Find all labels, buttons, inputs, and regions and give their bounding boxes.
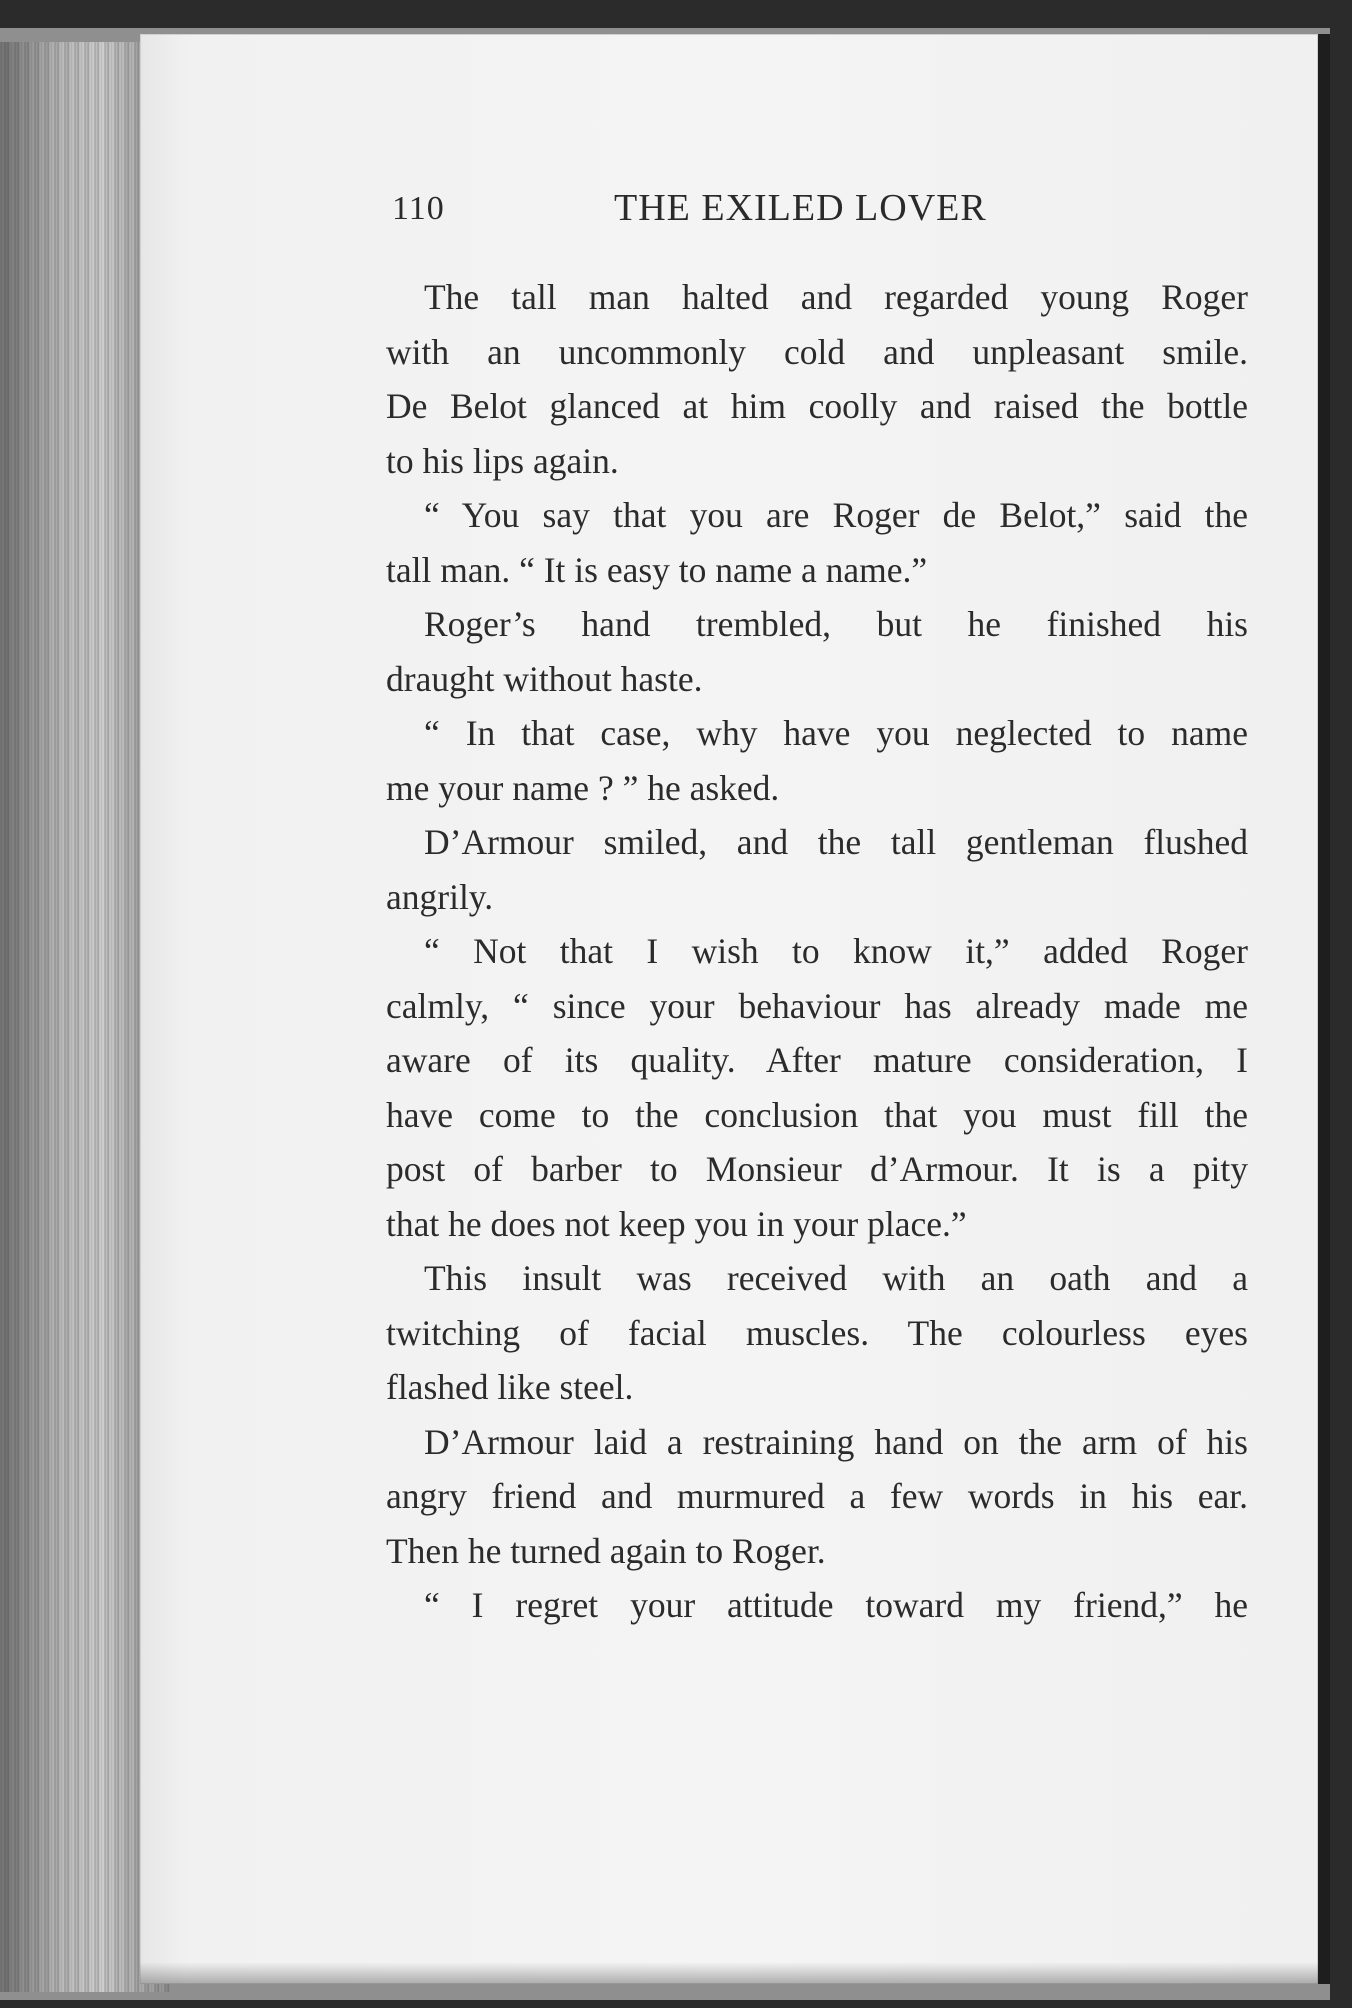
text-line: “ I regret your attitude toward my friend,” he: [424, 1585, 1248, 1625]
text-line: calmly, “ since your behaviour has already made me: [386, 985, 1248, 1026]
running-title: THE EXILED LOVER: [614, 187, 987, 229]
text-line: De Belot glanced at him coolly and raised the bottle: [386, 386, 1248, 426]
text-line: “ You say that you are Roger de Belot,” said the: [424, 495, 1248, 535]
text-line: D’Armour smiled, and the tall gentleman flushed: [424, 822, 1248, 862]
text-line: draught without haste.: [386, 658, 703, 699]
text-line: “ In that case, why have you neglected to name: [424, 713, 1248, 753]
text-line: Then he turned again to Roger.: [386, 1530, 826, 1571]
text-line: to his lips again.: [386, 440, 619, 481]
page-number: 110: [392, 190, 445, 227]
text-line: with an uncommonly cold and unpleasant smile.: [386, 331, 1248, 372]
text-line: me your name ? ” he asked.: [386, 767, 780, 808]
text-line: angry friend and murmured a few words in his ear.: [386, 1476, 1248, 1516]
text-line: D’Armour laid a restraining hand on the arm of his: [424, 1421, 1248, 1462]
text-line: Roger’s hand trembled, but he finished his: [424, 604, 1248, 644]
page-right-border: [1318, 34, 1330, 1984]
text-line: flashed like steel.: [386, 1367, 634, 1407]
text-line: angrily.: [386, 876, 494, 917]
text-line: aware of its quality. After mature consideration, I: [386, 1040, 1248, 1080]
page-header: [392, 186, 1242, 246]
text-line: twitching of facial muscles. The colourless eyes: [386, 1312, 1248, 1353]
page-bottom-shadow: [140, 1962, 1318, 1984]
text-line: The tall man halted and regarded young Roger: [424, 277, 1248, 317]
text-line: “ Not that I wish to know it,” added Roger: [424, 931, 1248, 971]
text-line: This insult was received with an oath and a: [424, 1258, 1248, 1298]
text-line: tall man. “ It is easy to name a name.”: [386, 549, 928, 590]
page-body-text: [386, 270, 1248, 1633]
text-line: that he does not keep you in your place.”: [386, 1203, 967, 1244]
text-line: have come to the conclusion that you must fill the: [386, 1094, 1248, 1135]
text-line: post of barber to Monsieur d’Armour. It is a pity: [386, 1149, 1248, 1189]
